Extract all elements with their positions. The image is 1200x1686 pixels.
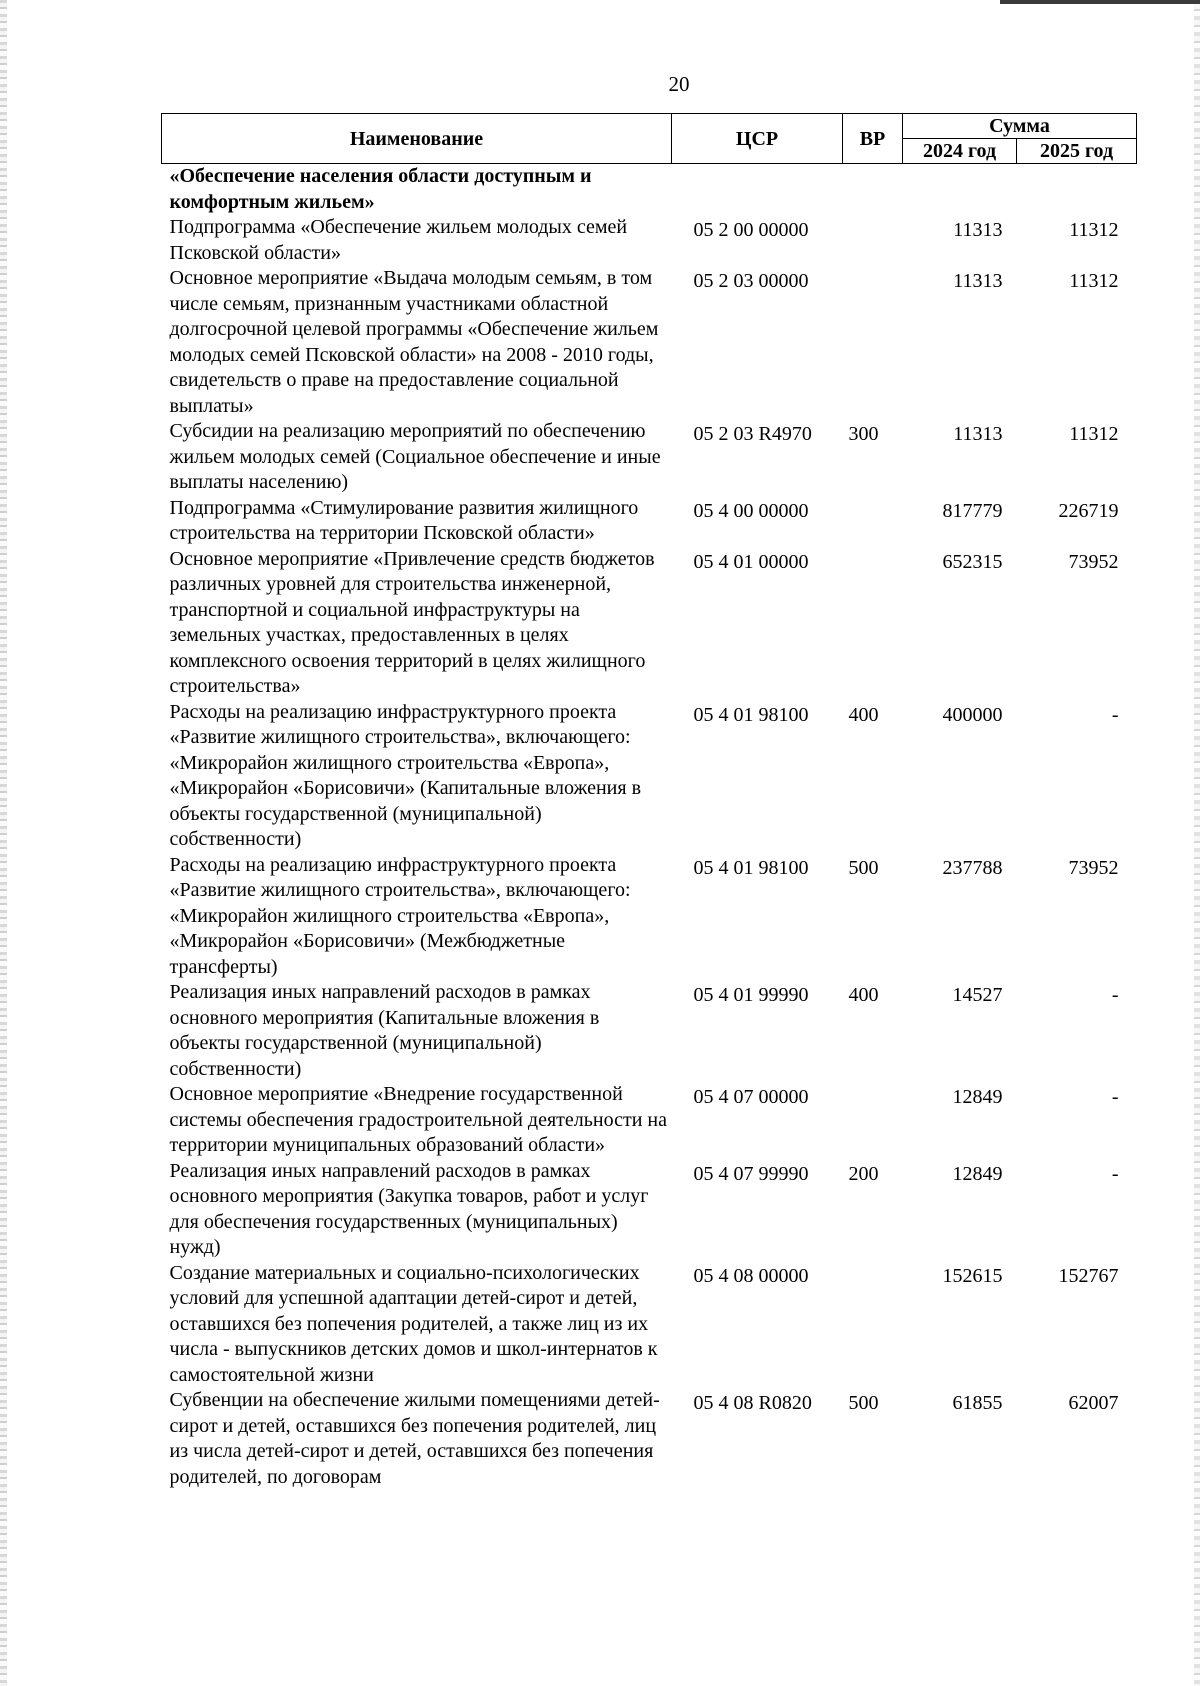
row-vr [843,547,903,700]
row-sum-2024: 14527 [952,984,1003,1006]
table-row [162,215,1137,266]
table-row [162,700,1137,853]
row-name: Основное мероприятие «Привлечение средств бюджетов различных уровней для строительства инженерной, транспортной и социальной инфраструктуры на земельных участках, предоставленных в целях комплексного освоения территорий в целях жилищного строительства» [169,547,655,697]
row-vr [843,1082,903,1159]
table-row [162,853,1137,981]
row-vr [843,266,903,419]
row-sum-2024: 11313 [953,219,1003,241]
scan-corner-mark [1000,0,1200,4]
row-sum-2025: 11312 [1069,423,1119,445]
row-sum-2024: 652315 [942,550,1003,573]
row-csr: 05 4 01 98100 [693,703,809,726]
table-row [162,266,1137,419]
header-sum: Сумма [903,114,1137,139]
table-row [162,980,1137,1082]
table-row [162,164,1137,216]
row-sum-2024: 12849 [952,1162,1003,1185]
row-sum-2024: 237788 [942,856,1003,879]
row-sum-2025: - [1111,703,1119,726]
row-csr: 05 2 00 00000 [693,219,809,241]
row-sum-2025: - [1111,1162,1119,1185]
row-vr: 500 [848,856,879,879]
row-csr [672,164,843,216]
row-name: Реализация иных направлений расходов в рамках основного мероприятия (Капитальные вложения в объекты государственной (муниципальной) собственности) [169,981,600,1080]
row-csr: 05 4 01 98100 [693,856,809,879]
table-row [162,1388,1137,1490]
row-sum-2025: 152767 [1058,1264,1119,1287]
row-name: Субсидии на реализацию мероприятий по обеспечению жильем молодых семей (Социальное обеспечение и иные выплаты населению) [169,420,661,493]
row-sum-2025: - [1111,1086,1119,1108]
row-vr [843,1261,903,1389]
row-name: Создание материальных и социально-психологических условий для успешной адаптации детей-сирот и детей, оставшихся без попечения родителей, а также лиц из их числа - выпускников детских домов и школ-интернатов к самостоятельной жизни [169,1261,658,1386]
row-sum-2025: 73952 [1068,550,1119,573]
row-sum-2024: 12849 [952,1086,1003,1108]
row-vr: 400 [848,984,879,1006]
row-csr: 05 2 03 00000 [693,270,809,292]
row-sum-2024: 400000 [942,703,1003,726]
row-sum-2024 [903,164,1017,216]
row-csr: 05 4 07 00000 [693,1086,809,1108]
table-row [162,1159,1137,1261]
table-row [162,547,1137,700]
row-vr: 300 [848,423,879,445]
row-csr: 05 4 07 99990 [693,1162,809,1185]
row-sum-2025 [1017,164,1137,216]
page-number: 20 [668,72,690,96]
row-sum-2025: 226719 [1058,499,1119,522]
table-body [162,164,1137,1491]
table-row [162,419,1137,496]
row-sum-2024: 61855 [952,1392,1003,1414]
scan-edge-right [1194,0,1200,1686]
budget-table [161,113,1137,1490]
row-vr [843,164,903,216]
header-year-2025: 2025 год [1017,139,1137,164]
row-vr [843,496,903,547]
row-name: Реализация иных направлений расходов в рамках основного мероприятия (Закупка товаров, работ и услуг для обеспечения государственных (муниципальных) нужд) [169,1159,649,1258]
header-name: Наименование [162,114,672,164]
row-sum-2024: 152615 [942,1264,1003,1287]
row-name: «Обеспечение населения области доступным и комфортным жильем» [169,165,592,213]
table-row [162,1261,1137,1389]
header-vr: ВР [843,114,903,164]
row-name: Основное мероприятие «Внедрение государственной системы обеспечения градостроительной деятельности на территории муниципальных образований области» [169,1083,667,1156]
row-csr: 05 2 03 R4970 [693,423,812,445]
row-sum-2024: 11313 [953,270,1003,292]
table-row [162,1082,1137,1159]
row-csr: 05 4 01 00000 [693,550,809,573]
row-sum-2025: 11312 [1069,270,1119,292]
scan-edge-left [0,0,7,1686]
row-name: Подпрограмма «Обеспечение жильем молодых семей Псковской области» [169,216,628,264]
row-csr: 05 4 08 R0820 [693,1392,812,1414]
row-sum-2025: - [1111,984,1119,1006]
row-vr: 400 [848,703,879,726]
row-vr: 500 [848,1392,879,1414]
row-name: Субвенции на обеспечение жилыми помещениями детей-сирот и детей, оставшихся без попечения родителей, лиц из числа детей-сирот и детей, оставшихся без попечения родителей, по договорам [169,1389,660,1488]
row-name: Расходы на реализацию инфраструктурного проекта «Развитие жилищного строительства», включающего: «Микрорайон жилищного строительства «Европа», «Микрорайон «Борисовичи» (Межбюджетные трансферты) [169,853,631,978]
header-year-2024: 2024 год [903,139,1017,164]
row-csr: 05 4 00 00000 [693,499,809,522]
row-name: Подпрограмма «Стимулирование развития жилищного строительства на территории Псковской области» [169,496,639,544]
row-name: Основное мероприятие «Выдача молодым семьям, в том числе семьям, признанным участниками областной долгосрочной целевой программы «Обеспечение жильем молодых семей Псковской области» на 2008 - 2010 годы, свидетельств о праве на предоставление социальной выплаты» [169,267,659,417]
row-vr [843,215,903,266]
row-sum-2024: 817779 [942,499,1003,522]
row-csr: 05 4 01 99990 [693,984,809,1006]
row-sum-2025: 11312 [1069,219,1119,241]
row-sum-2025: 62007 [1068,1392,1119,1414]
row-name: Расходы на реализацию инфраструктурного проекта «Развитие жилищного строительства», включающего: «Микрорайон жилищного строительства «Европа», «Микрорайон «Борисовичи» (Капитальные вложения в объекты государственной (муниципальной) собственности) [169,700,642,850]
row-sum-2025: 73952 [1068,856,1119,879]
header-csr: ЦСР [672,114,843,164]
row-sum-2024: 11313 [953,423,1003,445]
table-row [162,496,1137,547]
row-csr: 05 4 08 00000 [693,1264,809,1287]
row-vr: 200 [848,1162,879,1185]
table-header [162,114,1137,164]
